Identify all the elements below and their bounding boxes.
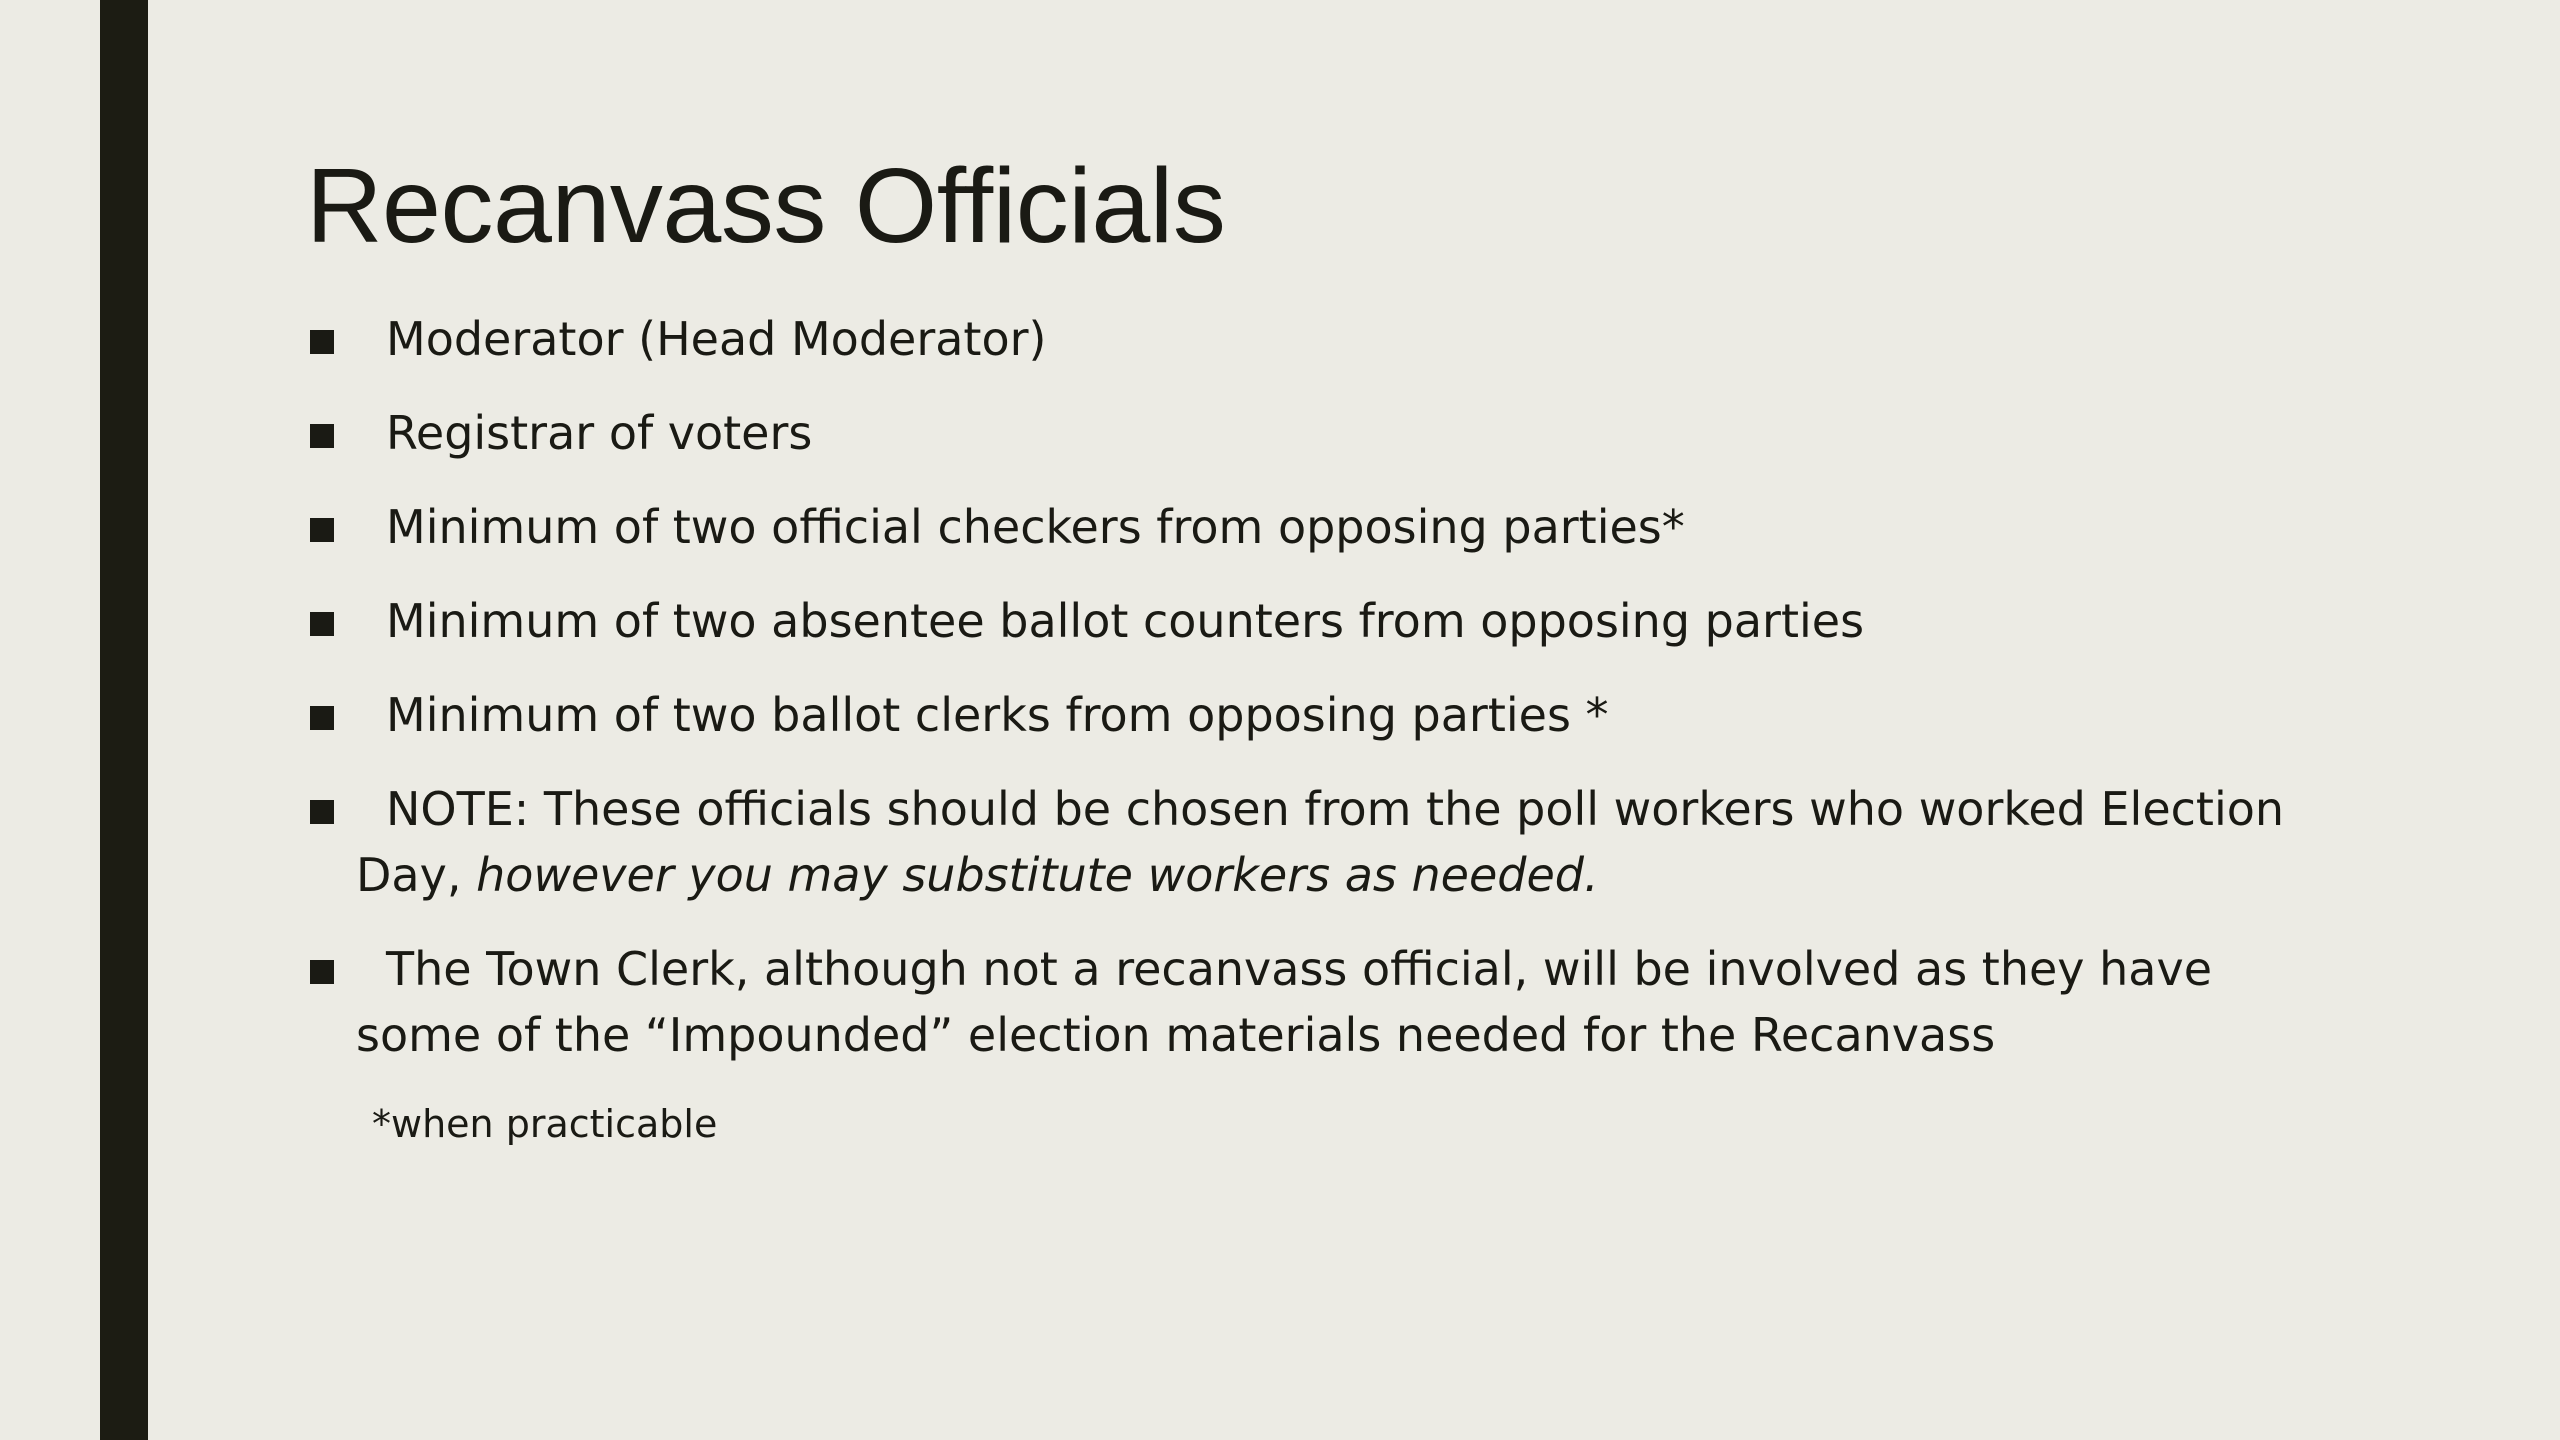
square-bullet-icon [310,424,334,448]
bullet-text: Minimum of two ballot clerks from opposing parties * [386,688,1609,742]
bullet-item-note [306,776,2306,908]
accent-bar [100,0,148,1440]
square-bullet-icon [310,330,334,354]
bullet-text: Registrar of voters [386,406,813,460]
bullet-text: Minimum of two absentee ballot counters from opposing parties [386,594,1865,648]
bullet-text: The Town Clerk, although not a recanvass official, will be involved as they have some of the “Impounded” election materials needed for the Recanvass [356,942,2213,1062]
bullet-list [306,306,2306,1096]
slide-title: Recanvass Officials [306,147,1226,265]
square-bullet-icon [310,518,334,542]
bullet-item-ballot-clerks [306,682,2306,748]
square-bullet-icon [310,800,334,824]
bullet-text [356,782,2284,902]
note-text: NOTE: These officials should be chosen from the poll workers who worked Election Day, [356,782,2285,902]
square-bullet-icon [310,706,334,730]
square-bullet-icon [310,960,334,984]
bullet-item-checkers [306,494,2306,560]
bullet-item-registrar [306,400,2306,466]
bullet-item-absentee-counters [306,588,2306,654]
square-bullet-icon [310,612,334,636]
bullet-item-moderator [306,306,2306,372]
bullet-text: Minimum of two official checkers from opposing parties* [386,500,1685,554]
bullet-item-town-clerk [306,936,2306,1068]
footnote: *when practicable [372,1102,718,1146]
note-emphasis: however you may substitute workers as needed. [476,848,1599,902]
bullet-text: Moderator (Head Moderator) [386,312,1047,366]
